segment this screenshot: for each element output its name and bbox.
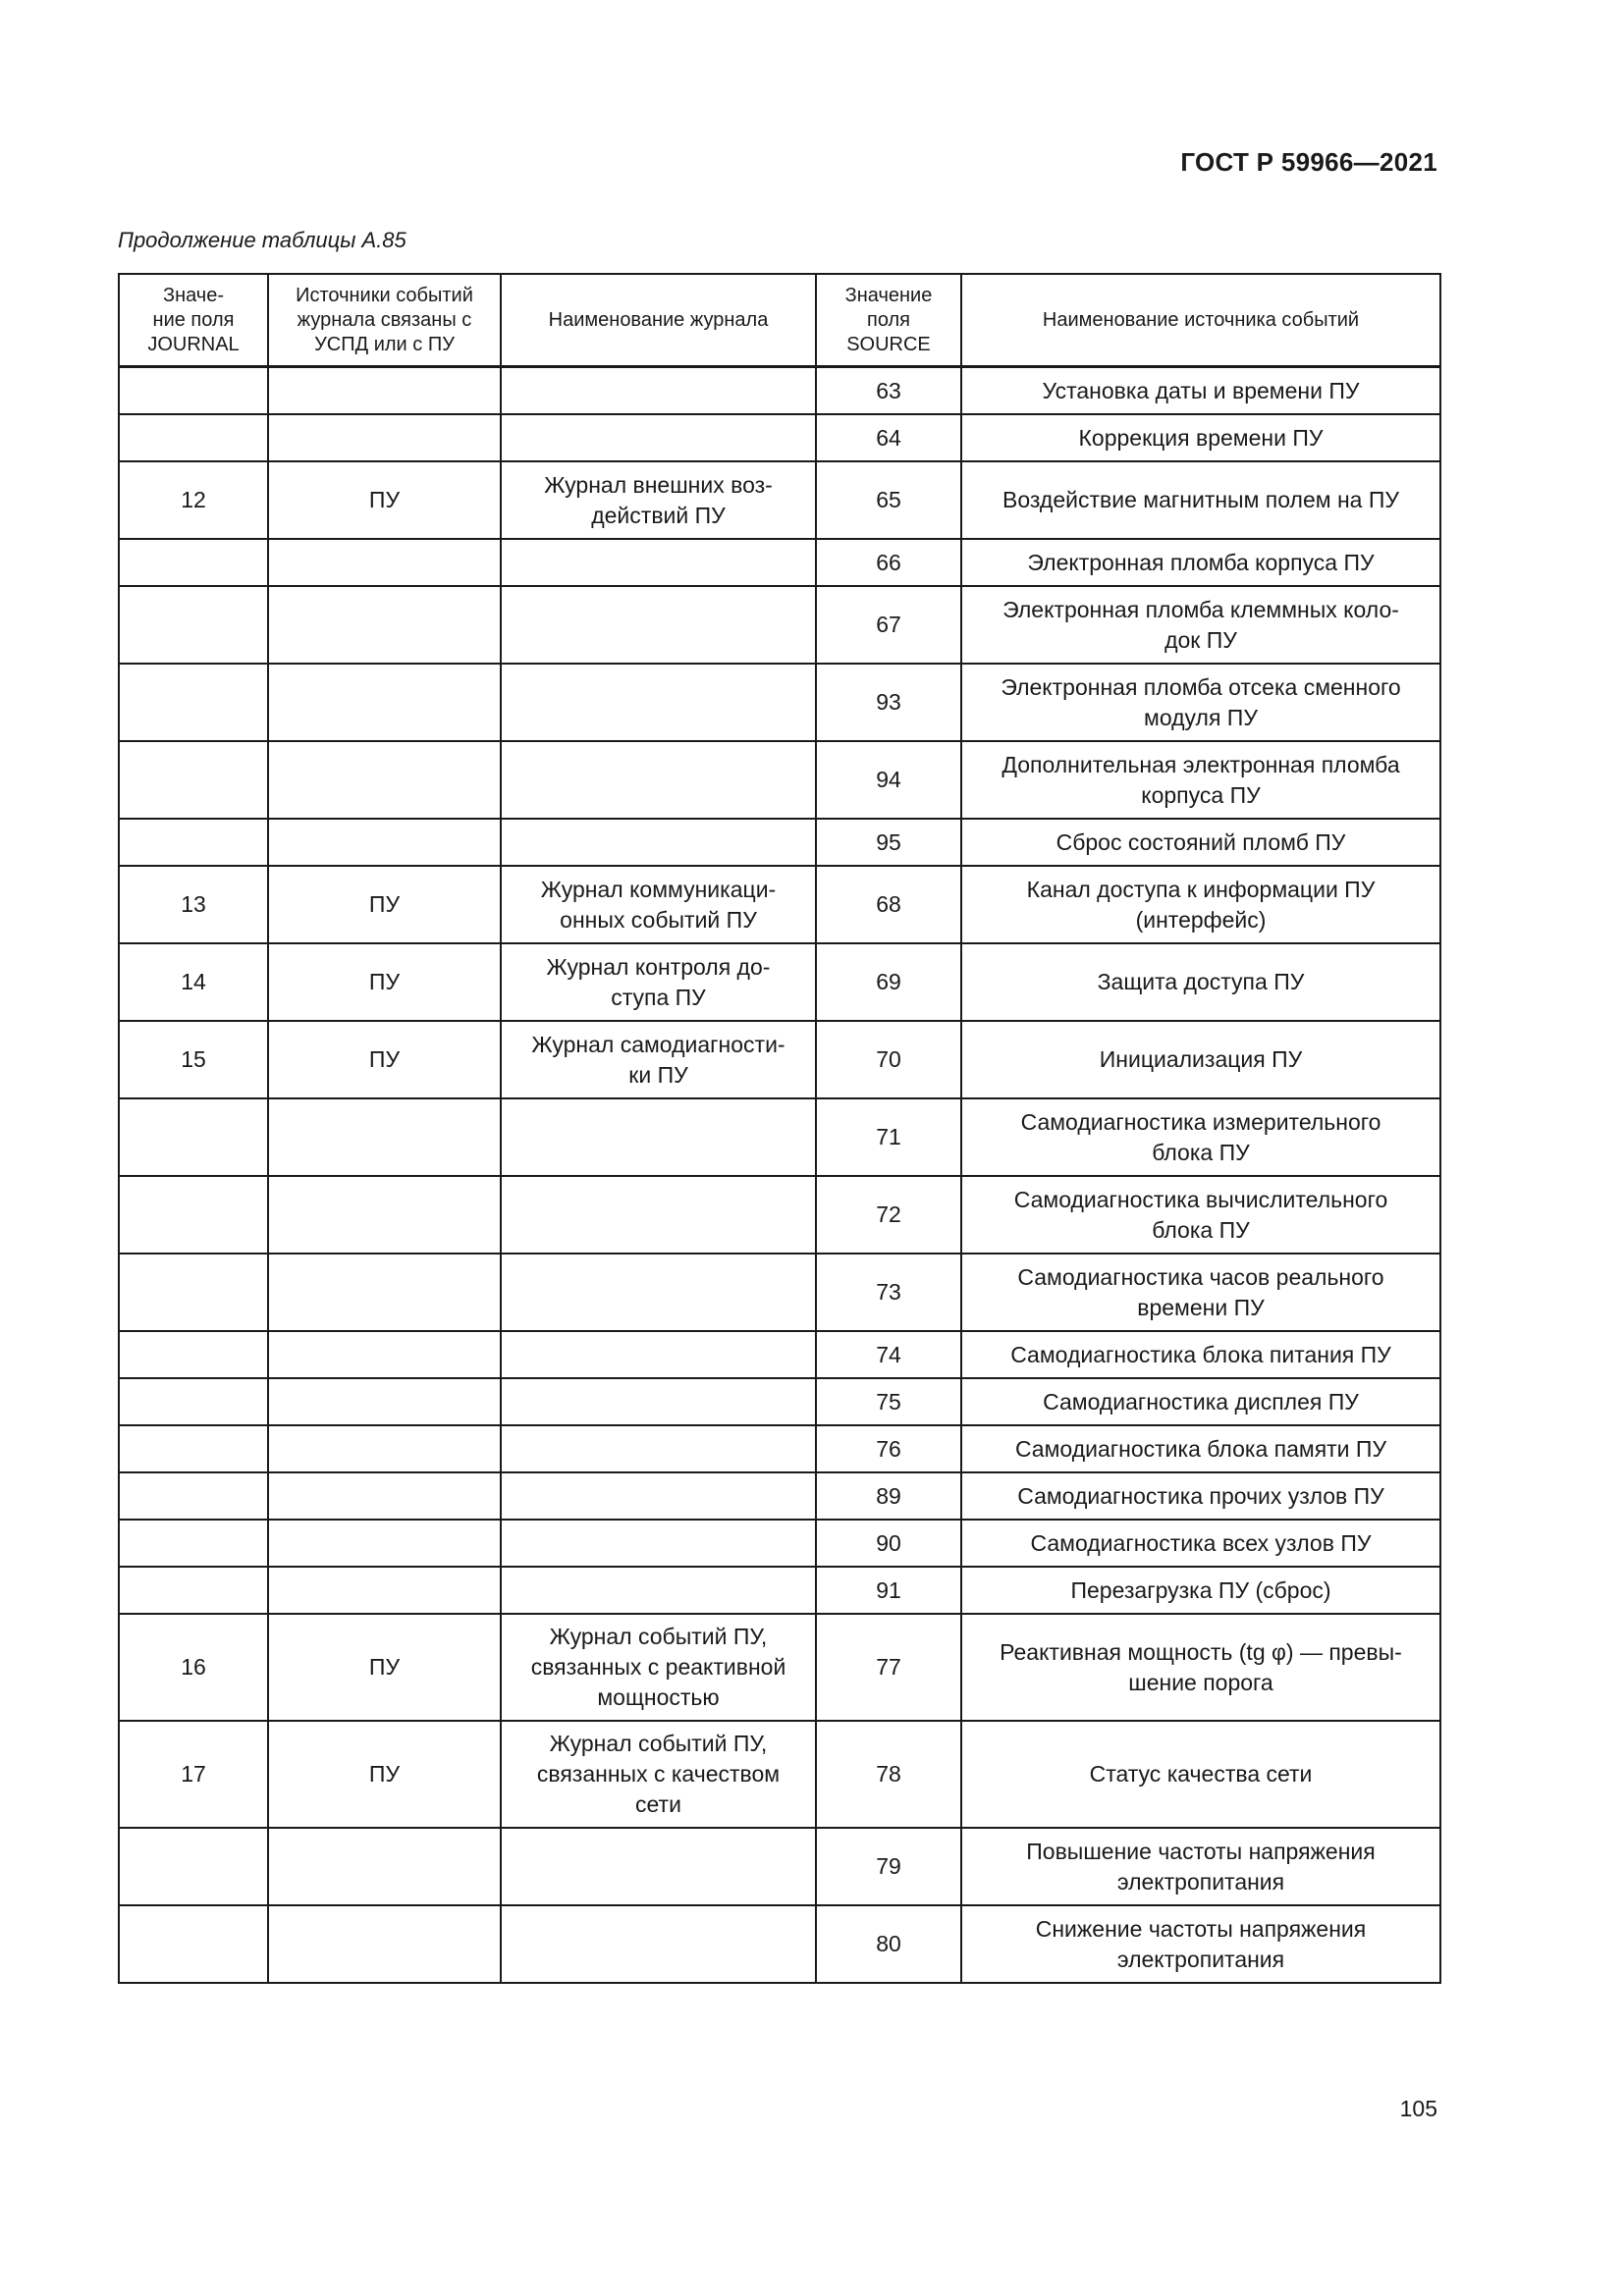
source-value-cell: 65 [816,461,961,539]
table-row [119,367,1440,415]
journal-value-cell: 16 [119,1614,268,1721]
journal-value-cell [119,1520,268,1567]
journal-value-cell [119,1905,268,1983]
table-body [119,367,1440,1984]
event-source-name-cell: Самодиагностика дисплея ПУ [961,1378,1440,1425]
source-link-cell: ПУ [268,1614,501,1721]
source-value-cell: 70 [816,1021,961,1098]
event-source-name-cell: Сброс состояний пломб ПУ [961,819,1440,866]
source-value-cell: 64 [816,414,961,461]
source-value-cell: 73 [816,1254,961,1331]
journal-value-cell [119,1378,268,1425]
table-row [119,1520,1440,1567]
table-row [119,1567,1440,1614]
journal-name-cell [501,367,816,415]
document-code: ГОСТ Р 59966—2021 [1180,147,1437,177]
event-source-name-cell: Установка даты и времени ПУ [961,367,1440,415]
journal-value-cell [119,1828,268,1905]
journal-value-cell [119,539,268,586]
source-link-cell [268,1254,501,1331]
source-link-cell: ПУ [268,1021,501,1098]
event-source-name-cell: Канал доступа к информации ПУ (интерфейс) [961,866,1440,943]
source-link-cell [268,586,501,664]
table-row [119,1331,1440,1378]
journal-name-cell [501,1520,816,1567]
journal-name-cell [501,414,816,461]
source-value-cell: 63 [816,367,961,415]
source-value-cell: 78 [816,1721,961,1828]
journal-value-cell: 15 [119,1021,268,1098]
source-value-cell: 94 [816,741,961,819]
event-source-name-cell: Самодиагностика часов реального времени ПУ [961,1254,1440,1331]
table-row [119,664,1440,741]
journal-value-cell [119,1425,268,1472]
source-link-cell [268,1905,501,1983]
table-row [119,1721,1440,1828]
event-source-name-cell: Перезагрузка ПУ (сброс) [961,1567,1440,1614]
source-link-cell: ПУ [268,866,501,943]
journal-name-cell [501,1567,816,1614]
table-row [119,539,1440,586]
table-row [119,819,1440,866]
header-event-source-name: Наименование источника событий [961,274,1440,367]
journal-value-cell [119,1176,268,1254]
journal-value-cell [119,586,268,664]
event-source-name-cell: Коррекция времени ПУ [961,414,1440,461]
journal-value-cell: 13 [119,866,268,943]
event-source-name-cell: Защита доступа ПУ [961,943,1440,1021]
table-row [119,1021,1440,1098]
source-value-cell: 72 [816,1176,961,1254]
source-value-cell: 77 [816,1614,961,1721]
source-value-cell: 71 [816,1098,961,1176]
source-value-cell: 79 [816,1828,961,1905]
source-value-cell: 90 [816,1520,961,1567]
journal-value-cell: 14 [119,943,268,1021]
event-source-name-cell: Электронная пломба корпуса ПУ [961,539,1440,586]
source-value-cell: 74 [816,1331,961,1378]
journal-name-cell: Журнал контроля до- ступа ПУ [501,943,816,1021]
journal-name-cell [501,819,816,866]
event-source-name-cell: Самодиагностика прочих узлов ПУ [961,1472,1440,1520]
event-source-name-cell: Реактивная мощность (tg φ) — превы- шение порога [961,1614,1440,1721]
journal-value-cell [119,819,268,866]
source-value-cell: 67 [816,586,961,664]
journal-value-cell [119,664,268,741]
event-source-name-cell: Повышение частоты напряжения электропитания [961,1828,1440,1905]
source-value-cell: 91 [816,1567,961,1614]
journal-name-cell: Журнал событий ПУ, связанных с реактивной мощностью [501,1614,816,1721]
journal-name-cell [501,1176,816,1254]
event-source-name-cell: Самодиагностика вычислительного блока ПУ [961,1176,1440,1254]
event-source-name-cell: Дополнительная электронная пломба корпуса ПУ [961,741,1440,819]
journal-name-cell [501,664,816,741]
source-link-cell: ПУ [268,943,501,1021]
table-row [119,1905,1440,1983]
table-row [119,586,1440,664]
table-row [119,1614,1440,1721]
table-row [119,1254,1440,1331]
source-link-cell [268,819,501,866]
header-journal-name: Наименование журнала [501,274,816,367]
journal-name-cell: Журнал коммуникаци- онных событий ПУ [501,866,816,943]
source-link-cell [268,1472,501,1520]
source-link-cell [268,1425,501,1472]
table-row [119,1425,1440,1472]
source-link-cell [268,367,501,415]
source-link-cell [268,1331,501,1378]
journal-name-cell [501,1254,816,1331]
event-source-name-cell: Самодиагностика измерительного блока ПУ [961,1098,1440,1176]
journal-value-cell [119,1472,268,1520]
source-link-cell [268,664,501,741]
source-value-cell: 95 [816,819,961,866]
journal-name-cell [501,1472,816,1520]
table-row [119,1098,1440,1176]
event-source-name-cell: Самодиагностика всех узлов ПУ [961,1520,1440,1567]
event-source-name-cell: Инициализация ПУ [961,1021,1440,1098]
journal-value-cell: 17 [119,1721,268,1828]
source-link-cell [268,741,501,819]
journal-name-cell [501,1378,816,1425]
table-row [119,1828,1440,1905]
journal-value-cell: 12 [119,461,268,539]
table-header-row [119,274,1440,367]
journal-value-cell [119,1254,268,1331]
events-table [118,273,1441,1984]
journal-name-cell [501,1425,816,1472]
source-link-cell [268,1828,501,1905]
table-row [119,1472,1440,1520]
event-source-name-cell: Электронная пломба клеммных коло- док ПУ [961,586,1440,664]
source-link-cell: ПУ [268,1721,501,1828]
source-link-cell: ПУ [268,461,501,539]
source-value-cell: 75 [816,1378,961,1425]
source-link-cell [268,1378,501,1425]
journal-value-cell [119,1567,268,1614]
source-link-cell [268,1520,501,1567]
source-value-cell: 66 [816,539,961,586]
table-row [119,943,1440,1021]
header-source-value: Значение поля SOURCE [816,274,961,367]
journal-value-cell [119,414,268,461]
journal-value-cell [119,1098,268,1176]
event-source-name-cell: Воздействие магнитным полем на ПУ [961,461,1440,539]
journal-name-cell [501,1828,816,1905]
event-source-name-cell: Снижение частоты напряжения электропитания [961,1905,1440,1983]
event-source-name-cell: Самодиагностика блока питания ПУ [961,1331,1440,1378]
source-link-cell [268,1176,501,1254]
journal-name-cell [501,586,816,664]
source-link-cell [268,414,501,461]
table-row [119,1378,1440,1425]
header-source-link: Источники событий журнала связаны с УСПД или с ПУ [268,274,501,367]
journal-name-cell: Журнал самодиагности- ки ПУ [501,1021,816,1098]
table-row [119,414,1440,461]
source-link-cell [268,1567,501,1614]
journal-name-cell [501,1905,816,1983]
journal-value-cell [119,741,268,819]
journal-value-cell [119,367,268,415]
table-row [119,461,1440,539]
header-journal: Значе- ние поля JOURNAL [119,274,268,367]
journal-name-cell [501,1331,816,1378]
journal-name-cell: Журнал событий ПУ, связанных с качеством сети [501,1721,816,1828]
source-value-cell: 89 [816,1472,961,1520]
table-row [119,1176,1440,1254]
table-row [119,866,1440,943]
source-link-cell [268,1098,501,1176]
table-row [119,741,1440,819]
journal-name-cell [501,741,816,819]
journal-name-cell: Журнал внешних воз- действий ПУ [501,461,816,539]
event-source-name-cell: Статус качества сети [961,1721,1440,1828]
event-source-name-cell: Самодиагностика блока памяти ПУ [961,1425,1440,1472]
table-caption: Продолжение таблицы А.85 [118,228,406,252]
source-link-cell [268,539,501,586]
page-number: 105 [1399,2096,1437,2121]
journal-value-cell [119,1331,268,1378]
source-value-cell: 69 [816,943,961,1021]
source-value-cell: 76 [816,1425,961,1472]
journal-name-cell [501,539,816,586]
journal-name-cell [501,1098,816,1176]
source-value-cell: 80 [816,1905,961,1983]
source-value-cell: 68 [816,866,961,943]
source-value-cell: 93 [816,664,961,741]
event-source-name-cell: Электронная пломба отсека сменного модуля ПУ [961,664,1440,741]
